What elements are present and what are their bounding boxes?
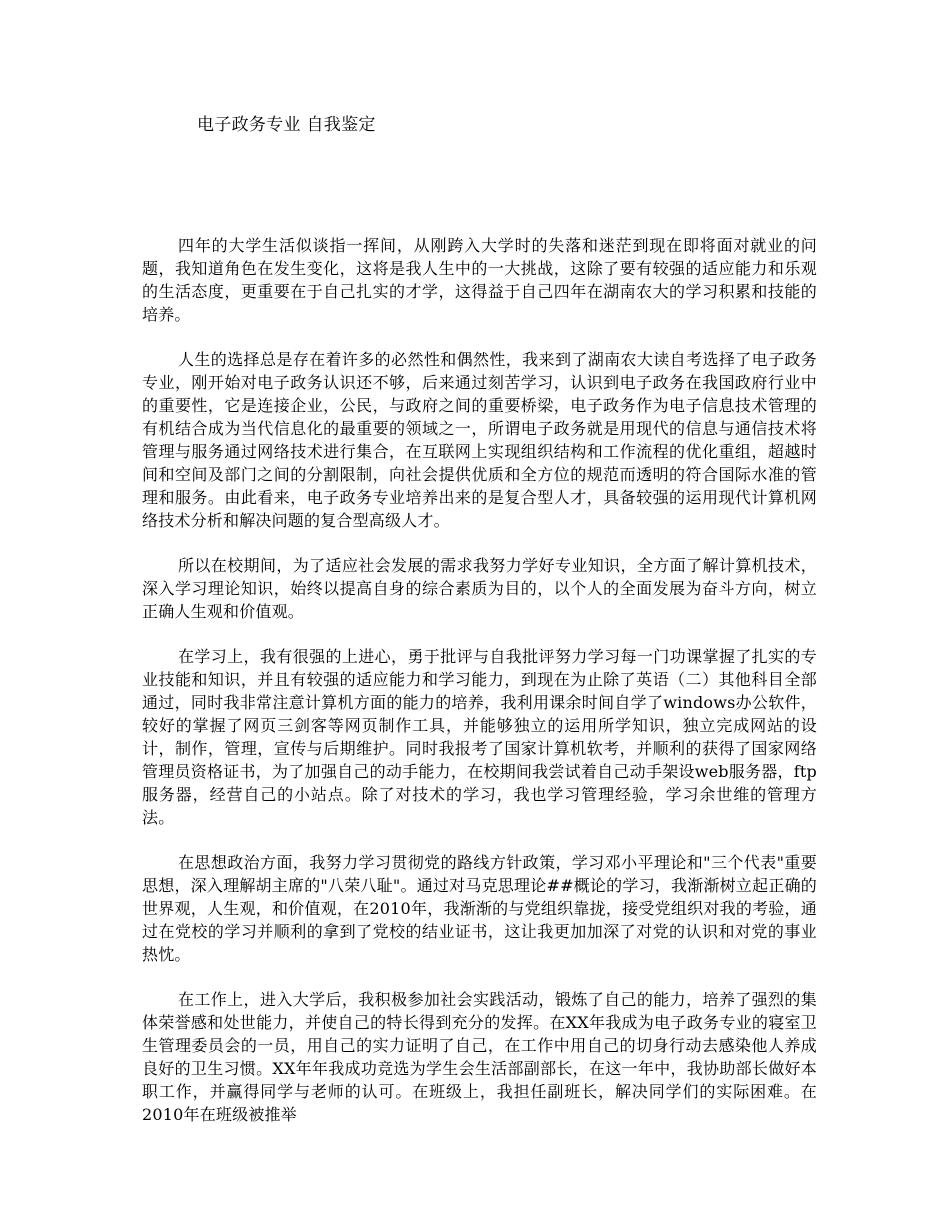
- document-body: [142, 234, 817, 1148]
- paragraph-4: 在学习上，我有很强的上进心，勇于批评与自我批评努力学习每一门功课掌握了扎实的专业技能和知识，并且有较强的适应能力和学习能力，到现在为止除了英语（二）其他科目全部通过，同时我非常注意计算机方面的能力的培养，我利用课余时间自学了windows办公软件，较好的掌握了网页三剑客等网页制作工具，并能够独立的运用所学知识，独立完成网站的设计，制作，管理，宣传与后期维护。同时我报考了国家计算机软考，并顺利的获得了国家网络管理员资格证书，为了加强自己的动手能力，在校期间我尝试着自己动手架设web服务器，ftp服务器，经营自己的小站点。除了对技术的学习，我也学习管理经验，学习余世维的管理方法。: [142, 647, 817, 827]
- paragraph-5: 在思想政治方面，我努力学习贯彻党的路线方针政策，学习邓小平理论和"三个代表"重要思想，深入理解胡主席的"八荣八耻"。通过对马克思理论##概论的学习，我渐渐树立起正确的世界观，人生观，和价值观，在2010年，我渐渐的与党组织靠拢，接受党组织对我的考验，通过在党校的学习并顺利的拿到了党校的结业证书，这让我更加加深了对党的认识和对党的事业热忱。: [142, 853, 817, 964]
- paragraph-1: 四年的大学生活似谈指一挥间，从刚跨入大学时的失落和迷茫到现在即将面对就业的问题，我知道角色在发生变化，这将是我人生中的一大挑战，这除了要有较强的适应能力和乐观的生活态度，更重要在于自己扎实的才学，这得益于自己四年在湖南农大的学习积累和技能的培养。: [142, 236, 817, 324]
- paragraph-6: 在工作上，进入大学后，我积极参加社会实践活动，锻炼了自己的能力，培养了强烈的集体荣誉感和处世能力，并使自己的特长得到充分的发挥。在XX年我成为电子政务专业的寝室卫生管理委员会的一员，用自己的实力证明了自己，在工作中用自己的切身行动去感染他人养成良好的卫生习惯。XX年年我成功竞选为学生会生活部副部长，在这一年中，我协助部长做好本职工作，并赢得同学与老师的认可。在班级上，我担任副班长，解决同学们的实际困难。在2010年在班级被推举: [142, 990, 817, 1124]
- paragraph-3: 所以在校期间，为了适应社会发展的需求我努力学好专业知识，全方面了解计算机技术，深入学习理论知识，始终以提高自身的综合素质为目的，以个人的全面发展为奋斗方向，树立正确人生观和价值观。: [142, 556, 817, 621]
- document-title: 电子政务专业 自我鉴定: [197, 115, 376, 135]
- paragraph-2: 人生的选择总是存在着许多的必然性和偶然性，我来到了湖南农大读自考选择了电子政务专业，刚开始对电子政务认识还不够，后来通过刻苦学习，认识到电子政务在我国政府行业中的重要性，它是连接企业，公民，与政府之间的重要桥梁，电子政务作为电子信息技术管理的有机结合成为当代信息化的最重要的领域之一，所谓电子政务就是用现代的信息与通信技术将管理与服务通过网络技术进行集合，在互联网上实现组织结构和工作流程的优化重组，超越时间和空间及部门之间的分割限制，向社会提供优质和全方位的规范而透明的符合国际水准的管理和服务。由此看来，电子政务专业培养出来的是复合型人才，具备较强的运用现代计算机网络技术分析和解决问题的复合型高级人才。: [142, 350, 817, 530]
